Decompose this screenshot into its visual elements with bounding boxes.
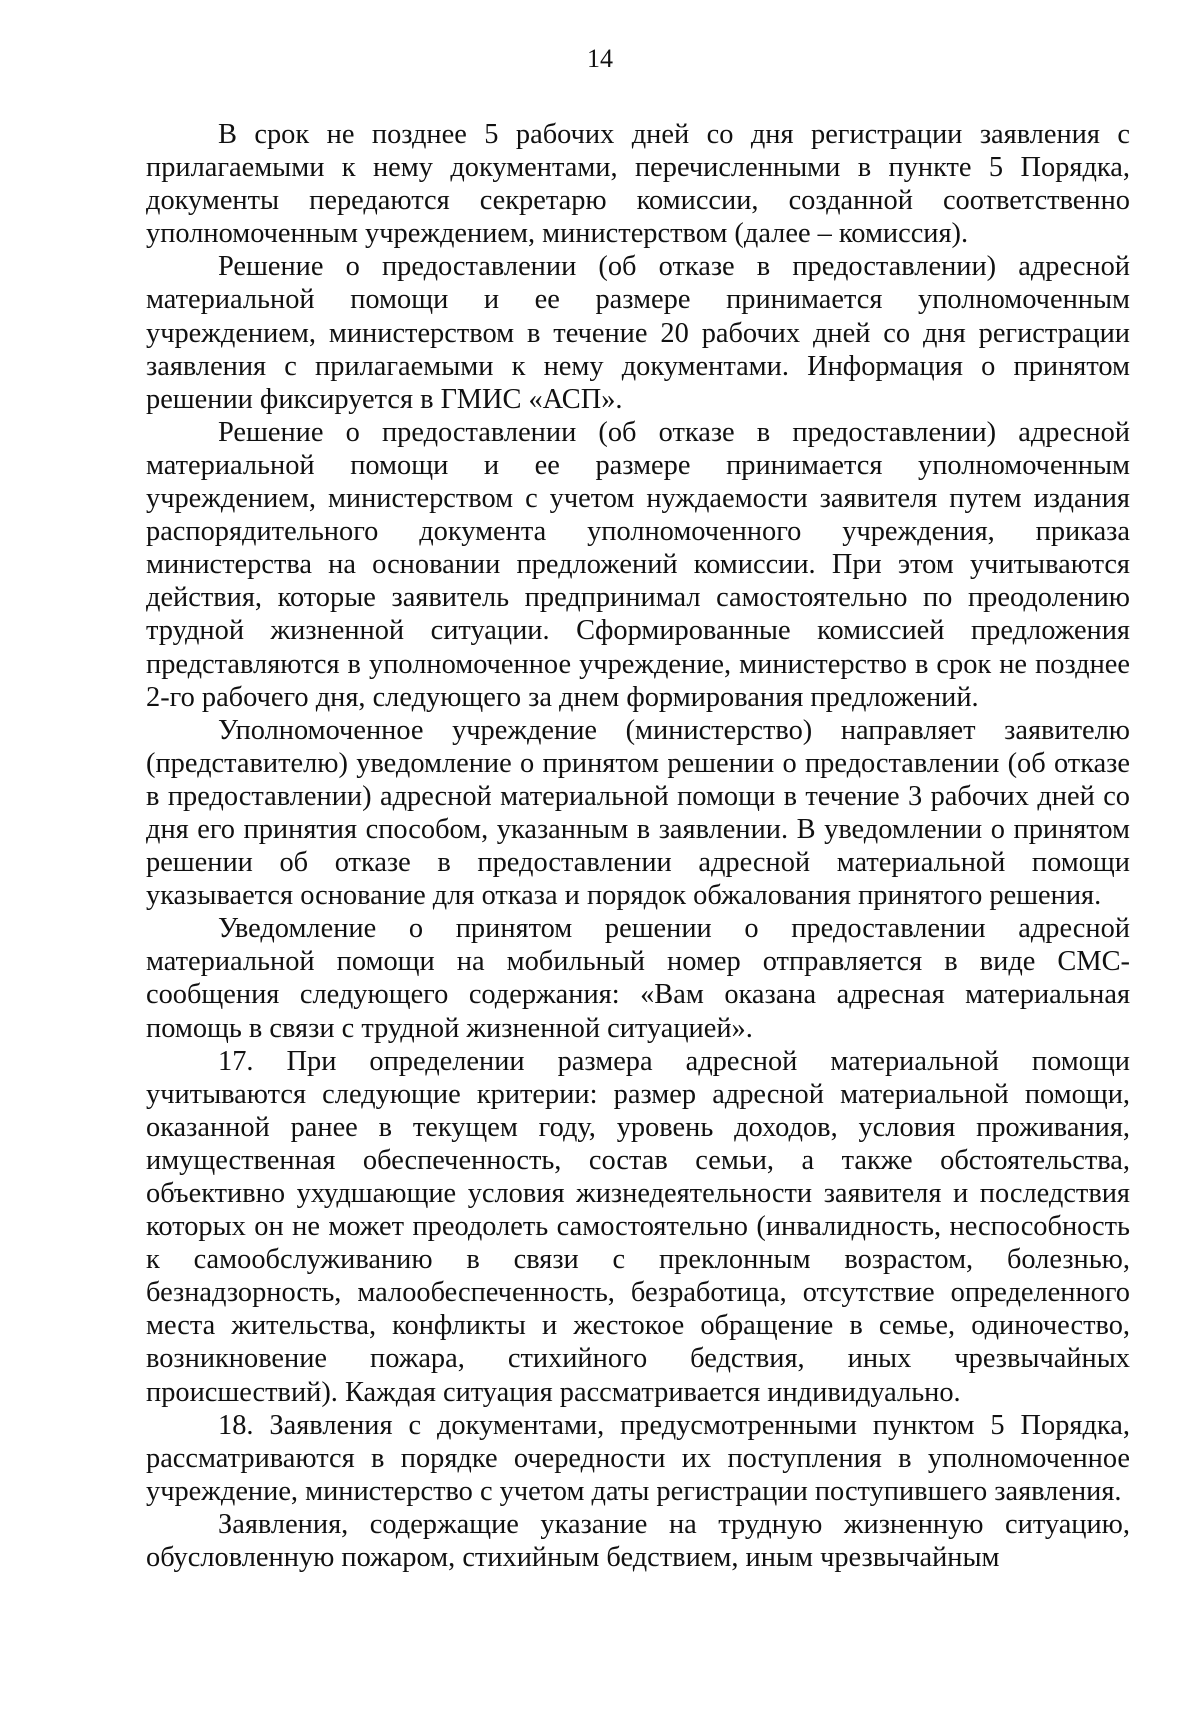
paragraph: Решение о предоставлении (об отказе в предоставлении) адресной материальной помощи и ее размере принимается уполномоченным учреждением, министерством с учетом нуждаемости заявителя путем издания распорядительного документа уполномоченного учреждения, приказа министерства на основании предложений комиссии. При этом учитываются действия, которые заявитель предпринимал самостоятельно по преодолению трудной жизненной ситуации. Сформированные комиссией предложения представляются в уполномоченное учреждение, министерство в срок не позднее 2-го рабочего дня, следующего за днем формирования предложений. — [146, 416, 1130, 713]
paragraph: Решение о предоставлении (об отказе в предоставлении) адресной материальной помощи и ее размере принимается уполномоченным учреждением, министерством в течение 20 рабочих дней со дня регистрации заявления с прилагаемыми к нему документами. Информация о принятом решении фиксируется в ГМИС «АСП». — [146, 251, 1130, 415]
paragraph: В срок не позднее 5 рабочих дней со дня регистрации заявления с прилагаемыми к нему документами, перечисленными в пункте 5 Порядка, документы передаются секретарю комиссии, созданной соответственно уполномоченным учреждением, министерством (далее – комиссия). — [146, 119, 1130, 250]
paragraph: Заявления, содержащие указание на трудную жизненную ситуацию, обусловленную пожаром, стихийным бедствием, иным чрезвычайным — [146, 1508, 1130, 1574]
paragraph: Уведомление о принятом решении о предоставлении адресной материальной помощи на мобильный номер отправляется в виде СМС-сообщения следующего содержания: «Вам оказана адресная материальная помощь в связи с трудной жизненной ситуацией». — [146, 913, 1130, 1044]
paragraph-item-17: 17. При определении размера адресной материальной помощи учитываются следующие критерии: размер адресной материальной помощи, оказанной ранее в текущем году, уровень доходов, условия проживания, имущественная обеспеченность, состав семьи, а также обстоятельства, объективно ухудшающие условия жизнедеятельности заявителя и последствия которых он не может преодолеть самостоятельно (инвалидность, неспособность к самообслуживанию в связи с преклонным возрастом, болезнью, безнадзорность, малообеспеченность, безработица, отсутствие определенного места жительства, конфликты и жестокое обращение в семье, одиночество, возникновение пожара, стихийного бедствия, иных чрезвычайных происшествий). Каждая ситуация рассматривается индивидуально. — [146, 1045, 1130, 1408]
paragraph: Уполномоченное учреждение (министерство) направляет заявителю (представителю) уведомление о принятом решении о предоставлении (об отказе в предоставлении) адресной материальной помощи в течение 3 рабочих дней со дня его принятия способом, указанным в заявлении. В уведомлении о принятом решении об отказе в предоставлении адресной материальной помощи указывается основание для отказа и порядок обжалования принятого решения. — [146, 714, 1130, 912]
document-body — [146, 118, 1130, 1574]
page-number: 14 — [587, 44, 613, 73]
paragraph-item-18: 18. Заявления с документами, предусмотренными пунктом 5 Порядка, рассматриваются в порядке очередности их поступления в уполномоченное учреждение, министерство с учетом даты регистрации поступившего заявления. — [146, 1409, 1130, 1507]
